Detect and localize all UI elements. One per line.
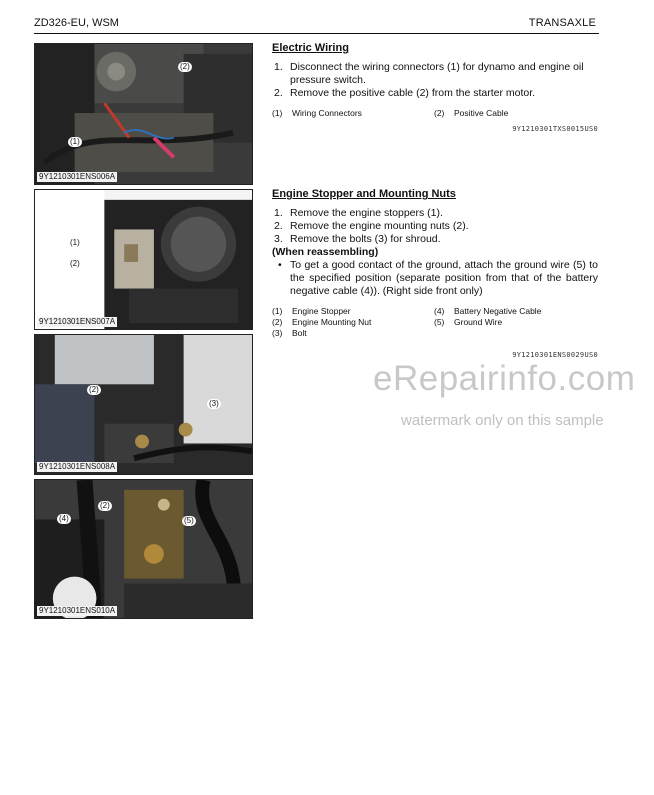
header-right-title: TRANSAXLE (528, 17, 596, 29)
legend-item (272, 317, 434, 328)
legend-label: Battery Negative Cable (454, 306, 542, 316)
step-item (272, 87, 598, 100)
legend (272, 306, 598, 339)
photo-ground-wire (34, 479, 253, 619)
callout-2: (2) (89, 385, 99, 394)
step-text: Disconnect the wiring connectors (1) for dynamo and engine oil pressure switch. (290, 61, 584, 86)
section-title: Electric Wiring (272, 42, 349, 54)
callout-2: (2) (180, 62, 190, 71)
legend (272, 108, 598, 119)
step-text: Remove the engine mounting nuts (2). (290, 220, 469, 232)
legend-item (434, 108, 596, 119)
legend-key: (5) (434, 317, 445, 327)
legend-item (272, 306, 434, 317)
step-item (272, 61, 598, 87)
step-number: 2. (274, 87, 283, 99)
step-number: 3. (274, 233, 283, 245)
photo-electric-wiring (34, 43, 253, 185)
step-text: Remove the engine stoppers (1). (290, 207, 443, 219)
legend-label: Bolt (292, 328, 307, 338)
watermark-site: eRepairinfo.com (373, 359, 636, 398)
header-rule (34, 33, 599, 34)
photo-engine-stopper (34, 189, 253, 330)
callout-3: (3) (209, 399, 219, 408)
bullet-text: To get a good contact of the ground, attach the ground wire (5) to the specified position (separate position from that of the battery negative cable (4)). (Right side front only) (290, 259, 598, 297)
reference-code: 9Y1210301TXS0015US0 (512, 125, 598, 133)
step-item (272, 207, 598, 220)
callout-2: (2) (70, 259, 80, 268)
step-text: Remove the positive cable (2) from the starter motor. (290, 87, 536, 99)
callout-2: (2) (100, 501, 110, 510)
legend-label: Ground Wire (454, 317, 503, 327)
legend-key: (3) (272, 328, 283, 338)
reference-code: 9Y1210301ENS0029US0 (512, 351, 598, 359)
callout-1: (1) (70, 238, 80, 247)
legend-label: Wiring Connectors (292, 108, 362, 118)
photo-id: 9Y1210301ENS007A (39, 317, 116, 326)
legend-item (434, 317, 596, 328)
legend-item (272, 108, 434, 119)
reassembly-heading: (When reassembling) (272, 246, 379, 258)
section-title: Engine Stopper and Mounting Nuts (272, 188, 456, 200)
watermark-note: watermark only on this sample (401, 412, 604, 429)
callout-1: (1) (70, 137, 80, 146)
legend-key: (2) (272, 317, 283, 327)
step-item (272, 233, 598, 246)
legend-key: (1) (272, 108, 283, 118)
step-number: 1. (274, 207, 283, 219)
engine-stopper-image (35, 190, 252, 329)
photo-mounting-nuts (34, 334, 253, 475)
ground-wire-image (35, 480, 252, 618)
callout-4: (4) (59, 514, 69, 523)
legend-key: (1) (272, 306, 283, 316)
photo-id: 9Y1210301ENS010A (39, 606, 116, 615)
legend-item (272, 328, 434, 339)
step-number: 1. (274, 61, 283, 73)
section-engine-stopper (272, 188, 598, 362)
step-item (272, 220, 598, 233)
legend-key: (2) (434, 108, 445, 118)
legend-label: Engine Stopper (292, 306, 351, 316)
bullet-icon: • (278, 259, 282, 271)
section-electric-wiring (272, 42, 598, 136)
callout-5: (5) (184, 516, 194, 525)
photo-id: 9Y1210301ENS006A (39, 172, 116, 181)
photo-id: 9Y1210301ENS008A (39, 462, 116, 471)
legend-label: Engine Mounting Nut (292, 317, 372, 327)
step-text: Remove the bolts (3) for shroud. (290, 233, 441, 245)
reassembly-note (272, 259, 598, 298)
header-left-title: ZD326-EU, WSM (34, 17, 119, 29)
step-number: 2. (274, 220, 283, 232)
legend-item (434, 306, 596, 317)
legend-label: Positive Cable (454, 108, 509, 118)
legend-key: (4) (434, 306, 445, 316)
engine-wiring-image (35, 44, 252, 184)
